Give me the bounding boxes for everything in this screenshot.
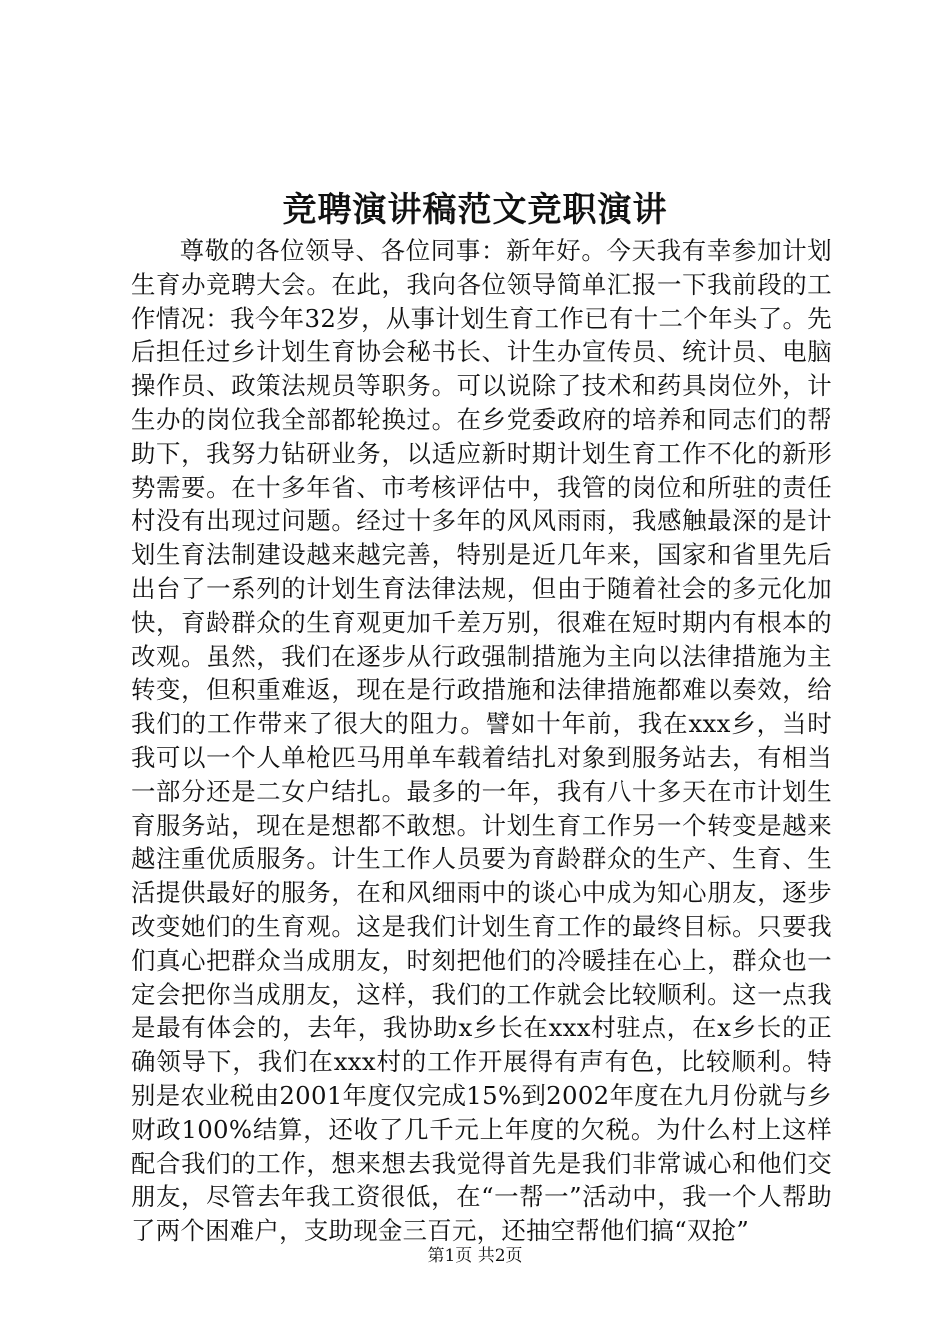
document-title: 竞聘演讲稿范文竞职演讲 <box>282 190 668 230</box>
page-footer: 第1页 共2页 <box>427 1246 523 1266</box>
body-paragraph: 尊敬的各位领导、各位同事：新年好。今天我有幸参加计划生育办竞聘大会。在此，我向各位领导简单汇报一下我前段的工作情况：我今年32岁，从事计划生育工作已有十二个年头了。先后担任过乡计划生育协会秘书长、计生办宣传员、统计员、电脑操作员、政策法规员等职务。可以说除了技术和药具岗位外，计生办的岗位我全部都轮换过。在乡党委政府的培养和同志们的帮助下，我努力钻研业务，以适应新时期计划生育工作不化的新形势需要。在十多年省、市考核评估中，我管的岗位和所驻的责任村没有出现过问题。经过十多年的风风雨雨，我感触最深的是计划生育法制建设越来越完善，特别是近几年来，国家和省里先后出台了一系列的计划生育法律法规，但由于随着社会的多元化加快，育龄群众的生育观更加千差万别，很难在短时期内有根本的改观。虽然，我们在逐步从行政强制措施为主向以法律措施为主转变，但积重难返，现在是行政措施和法律措施都难以奏效，给我们的工作带来了很大的阻力。譬如十年前，我在xxx乡，当时我可以一个人单枪匹马用单车载着结扎对象到服务站去，有相当一部分还是二女户结扎。最多的一年，我有八十多天在市计划生育服务站，现在是想都不敢想。计划生育工作另一个转变是越来越注重优质服务。计生工作人员要为育龄群众的生产、生育、生活提供最好的服务，在和风细雨中的谈心中成为知心朋友，逐步改变她们的生育观。这是我们计划生育工作的最终目标。只要我们真心把群众当成朋友，时刻把他们的冷暖挂在心上，群众也一定会把你当成朋友，这样，我们的工作就会比较顺利。这一点我是最有体会的，去年，我协助x乡长在xxx村驻点，在x乡长的正确领导下，我们在xxx村的工作开展得有声有色，比较顺利。特别是农业税由2001年度仅完成15%到2002年度在九月份就与乡财政100%结算，还收了几千元上年度的欠税。为什么村上这样配合我们的工作，想来想去我觉得首先是我们非常诚心和他们交朋友，尽管去年我工资很低，在“一帮一”活动中，我一个人帮助了两个困难户，支助现金三百元，还抽空帮他们搞“双抢” <box>131 236 832 1246</box>
